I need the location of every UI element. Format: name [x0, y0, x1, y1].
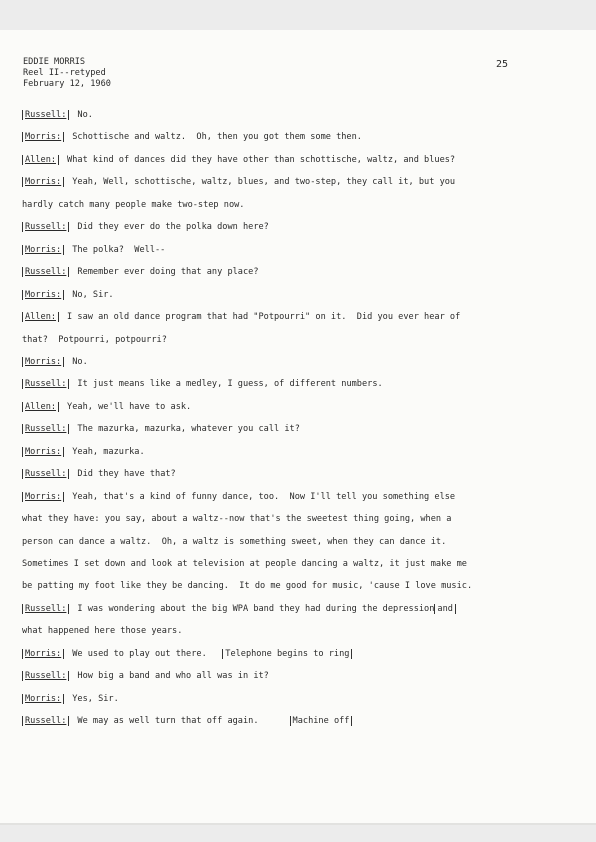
speaker-label: [22, 694, 64, 704]
transcript-line: [22, 468, 176, 480]
transcript-line: [22, 289, 114, 301]
transcript-line: [22, 311, 460, 323]
transcript-line: [22, 109, 93, 121]
speaker-label: [22, 671, 69, 681]
transcript-line: [22, 266, 259, 278]
line-text: We may as well turn that off again.: [77, 716, 290, 727]
speaker-label: [22, 245, 64, 255]
line-text: The polka? Well--: [72, 244, 166, 255]
line-text: Yeah, we'll have to ask.: [67, 401, 192, 412]
line-text: What kind of dances did they have other than schottische, waltz, and blues?: [67, 154, 456, 165]
speaker-name: Morris:: [25, 289, 62, 300]
speaker-name: Allen:: [25, 401, 57, 412]
transcript-line: [22, 580, 472, 592]
speaker-label: [22, 132, 64, 142]
transcript-line: [22, 356, 88, 368]
line-text: Yeah, Well, schottische, waltz, blues, and two-step, they call it, but you: [72, 177, 456, 188]
line-text: I saw an old dance program that had "Potpourri" on it. Did you ever hear of: [67, 312, 461, 323]
document-header: [23, 57, 111, 90]
page-edge: [0, 823, 596, 825]
interviewee-name: EDDIE MORRIS: [23, 57, 86, 67]
line-text: Sometimes I set down and look at television at people dancing a waltz, it just make me: [22, 559, 467, 569]
bracketed-note: and: [434, 604, 456, 614]
transcript-line: [22, 423, 300, 435]
speaker-name: Russell:: [25, 110, 67, 120]
speaker-label: [22, 177, 64, 187]
speaker-label: [22, 155, 59, 165]
speaker-label: [22, 716, 69, 726]
line-text: Yes, Sir.: [72, 693, 119, 704]
speaker-label: [22, 447, 64, 457]
line-text: be patting my foot like they be dancing. It do me good for music, 'cause I love music.: [22, 581, 473, 592]
transcript-line: [22, 513, 451, 525]
transcript-line: [22, 154, 455, 166]
transcript-line: [22, 378, 383, 390]
speaker-label: [22, 290, 64, 300]
speaker-label: [22, 222, 69, 232]
line-text: No, Sir.: [72, 289, 114, 300]
line-text: Yeah, that's a kind of funny dance, too. Now I'll tell you something else: [72, 491, 456, 502]
speaker-name: Russell:: [25, 469, 67, 480]
line-text: The mazurka, mazurka, whatever you call it?: [77, 424, 300, 435]
interview-date: February 12, 1960: [23, 79, 111, 89]
line-text: Did they have that?: [77, 469, 176, 480]
transcript-line: [22, 131, 362, 143]
line-text: I was wondering about the big WPA band they had during the depression: [77, 603, 435, 614]
transcript-page: [0, 30, 596, 825]
speaker-label: [22, 379, 69, 389]
line-text: We used to play out there.: [72, 648, 223, 659]
speaker-name: Morris:: [25, 244, 62, 255]
line-text: that? Potpourri, potpourri?: [22, 334, 167, 345]
speaker-name: Russell:: [25, 379, 67, 390]
transcript-line: [22, 334, 167, 346]
line-text: person can dance a waltz. Oh, a waltz is something sweet, when they can dance it.: [22, 536, 447, 547]
transcript-line: [22, 625, 182, 637]
line-text: Yeah, mazurka.: [72, 446, 145, 457]
line-text: No.: [77, 110, 93, 120]
transcript-line: [22, 693, 119, 705]
line-text: what happened here those years.: [22, 626, 183, 637]
transcript-line: [22, 176, 455, 188]
speaker-label: [22, 357, 64, 367]
line-text: How big a band and who all was in it?: [77, 671, 269, 682]
speaker-label: [22, 402, 59, 412]
page-number: 25: [496, 59, 509, 70]
speaker-label: [22, 424, 69, 434]
speaker-name: Morris:: [25, 693, 62, 704]
speaker-label: [22, 604, 69, 614]
transcript-line: [22, 648, 352, 660]
speaker-name: Russell:: [25, 267, 67, 278]
transcript-line: [22, 199, 244, 211]
speaker-name: Morris:: [25, 648, 62, 659]
speaker-label: [22, 469, 69, 479]
transcript-line: [22, 536, 446, 548]
transcript-line: [22, 558, 467, 570]
speaker-label: [22, 110, 69, 120]
transcript-line: [22, 244, 165, 256]
bracketed-note: Machine off: [290, 716, 353, 726]
transcript-line: [22, 221, 269, 233]
line-text: Did they ever do the polka down here?: [77, 222, 269, 233]
speaker-name: Allen:: [25, 154, 57, 165]
speaker-name: Russell:: [25, 222, 67, 233]
line-text: hardly catch many people make two-step now.: [22, 199, 245, 210]
speaker-label: [22, 312, 59, 322]
transcript-line: [22, 670, 269, 682]
speaker-name: Morris:: [25, 177, 62, 188]
transcript-line: [22, 715, 352, 727]
transcript-line: [22, 603, 456, 615]
line-text: No.: [72, 356, 88, 367]
line-text: what they have: you say, about a waltz--now that's the sweetest thing going, when a: [22, 514, 452, 525]
speaker-name: Russell:: [25, 603, 67, 614]
speaker-name: Russell:: [25, 671, 67, 682]
transcript-line: [22, 491, 455, 503]
speaker-name: Morris:: [25, 446, 62, 457]
speaker-name: Morris:: [25, 132, 62, 143]
speaker-label: [22, 492, 64, 502]
speaker-name: Allen:: [25, 312, 57, 323]
transcript-line: [22, 446, 145, 458]
speaker-name: Morris:: [25, 491, 62, 502]
speaker-label: [22, 649, 64, 659]
speaker-label: [22, 267, 69, 277]
reel-label: Reel II--retyped: [23, 68, 106, 78]
transcript-line: [22, 401, 191, 413]
speaker-name: Morris:: [25, 356, 62, 367]
bracketed-note: Telephone begins to ring: [222, 649, 352, 659]
speaker-name: Russell:: [25, 716, 67, 727]
line-text: It just means like a medley, I guess, of different numbers.: [77, 379, 383, 390]
line-text: Remember ever doing that any place?: [77, 267, 259, 278]
speaker-name: Russell:: [25, 424, 67, 435]
line-text: Schottische and waltz. Oh, then you got them some then.: [72, 132, 362, 143]
